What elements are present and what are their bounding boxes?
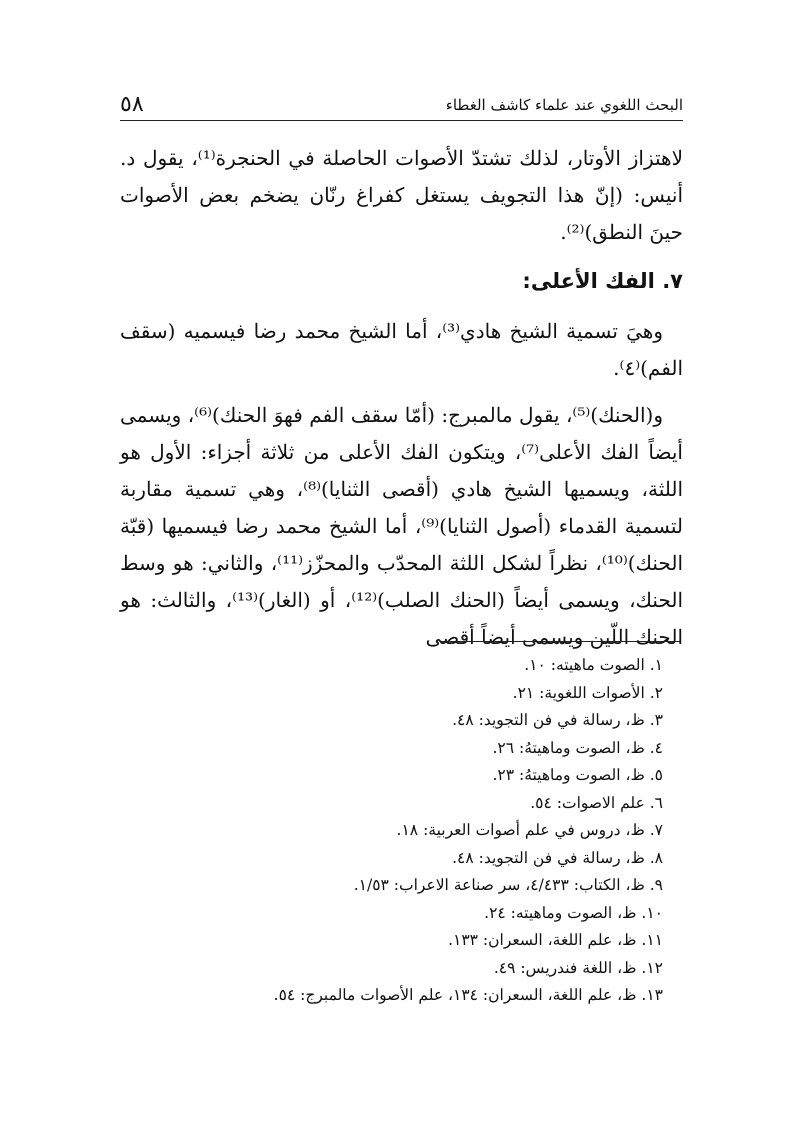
- footnote-item: ٥. ظ، الصوت وماهيتهُ: ٢٣.: [492, 766, 663, 784]
- main-text: [120, 140, 683, 656]
- paragraph-intro: لاهتزاز الأوتار، لذلك تشتدّ الأصوات الحاصلة في الحنجرة⁽¹⁾، يقول د. أنيس: (إنّ هذا التجويف يستغل كفراغ رنّان يضخم بعض الأصوات حينَ النطق)⁽²⁾.: [120, 146, 683, 244]
- footnote-item: ١. الصوت ماهيته: ١٠.: [524, 656, 663, 674]
- paragraph-1: وهيَ تسمية الشيخ هادي⁽³⁾، أما الشيخ محمد رضا فيسميه (سقف الفم)⁽٤⁾.: [120, 319, 683, 380]
- footnote-item: ١١. ظ، علم اللغة، السعران: ١٣٣.: [448, 931, 663, 949]
- footnote-item: ١٠. ظ، الصوت وماهيته: ٢٤.: [484, 903, 663, 922]
- footnote-item: ٢. الأصوات اللغوية: ٢١.: [512, 683, 663, 702]
- section-heading: ٧. الفك الأعلى:: [522, 269, 683, 293]
- running-header: [120, 90, 683, 121]
- footnote-item: ٤. ظ، الصوت وماهيتهُ: ٢٦.: [492, 738, 663, 757]
- footnote-item: ١٢. ظ، اللغة فندريس: ٤٩.: [493, 958, 663, 977]
- footnote-item: ١٣. ظ، علم اللغة، السعران: ١٣٤، علم الأصوات مالمبرج: ٥٤.: [273, 986, 663, 1004]
- footnote-item: ٩. ظ، الكتاب: ٤/٤٣٣، سر صناعة الاعراب: ١/٥٣.: [353, 876, 663, 894]
- footnote-item: ٨. ظ، رسالة في فن التجويد: ٤٨.: [452, 848, 663, 867]
- footnote-divider: [440, 641, 680, 642]
- running-title: البحث اللغوي عند علماء كاشف الغطاء: [445, 96, 683, 114]
- footnote-item: ٣. ظ، رسالة في فن التجويد: ٤٨.: [452, 711, 663, 729]
- footnote-item: ٧. ظ، دروس في علم أصوات العربية: ١٨.: [396, 821, 663, 839]
- footnote-item: ٦. علم الاصوات: ٥٤.: [530, 793, 663, 812]
- page-number: ٥٨: [120, 92, 144, 117]
- footnotes-list: [120, 652, 663, 1010]
- paragraph-2: و(الحنك)⁽⁵⁾، يقول مالمبرج: (أمّا سقف الفم فهوَ الحنك)⁽⁶⁾، ويسمى أيضاً الفك الأعلى⁽⁷⁾، ويتكون الفك الأعلى من ثلاثة أجزاء: الأول هو اللثة، ويسميها الشيخ هادي (أقصى الثنايا)⁽⁸⁾، وهي تسمية مقاربة لتسمية القدماء (أصول الثنايا)⁽⁹⁾، أما الشيخ محمد رضا فيسميها (قبّة الحنك)⁽¹⁰⁾، نظراً لشكل اللثة المحدّب والمحزّز⁽¹¹⁾، والثاني: هو وسط الحنك، ويسمى أيضاً (الحنك الصلب)⁽¹²⁾، أو (الغار)⁽¹³⁾، والثالث: هو الحنك اللّين ويسمى أيضاً أقصى: [120, 403, 684, 649]
